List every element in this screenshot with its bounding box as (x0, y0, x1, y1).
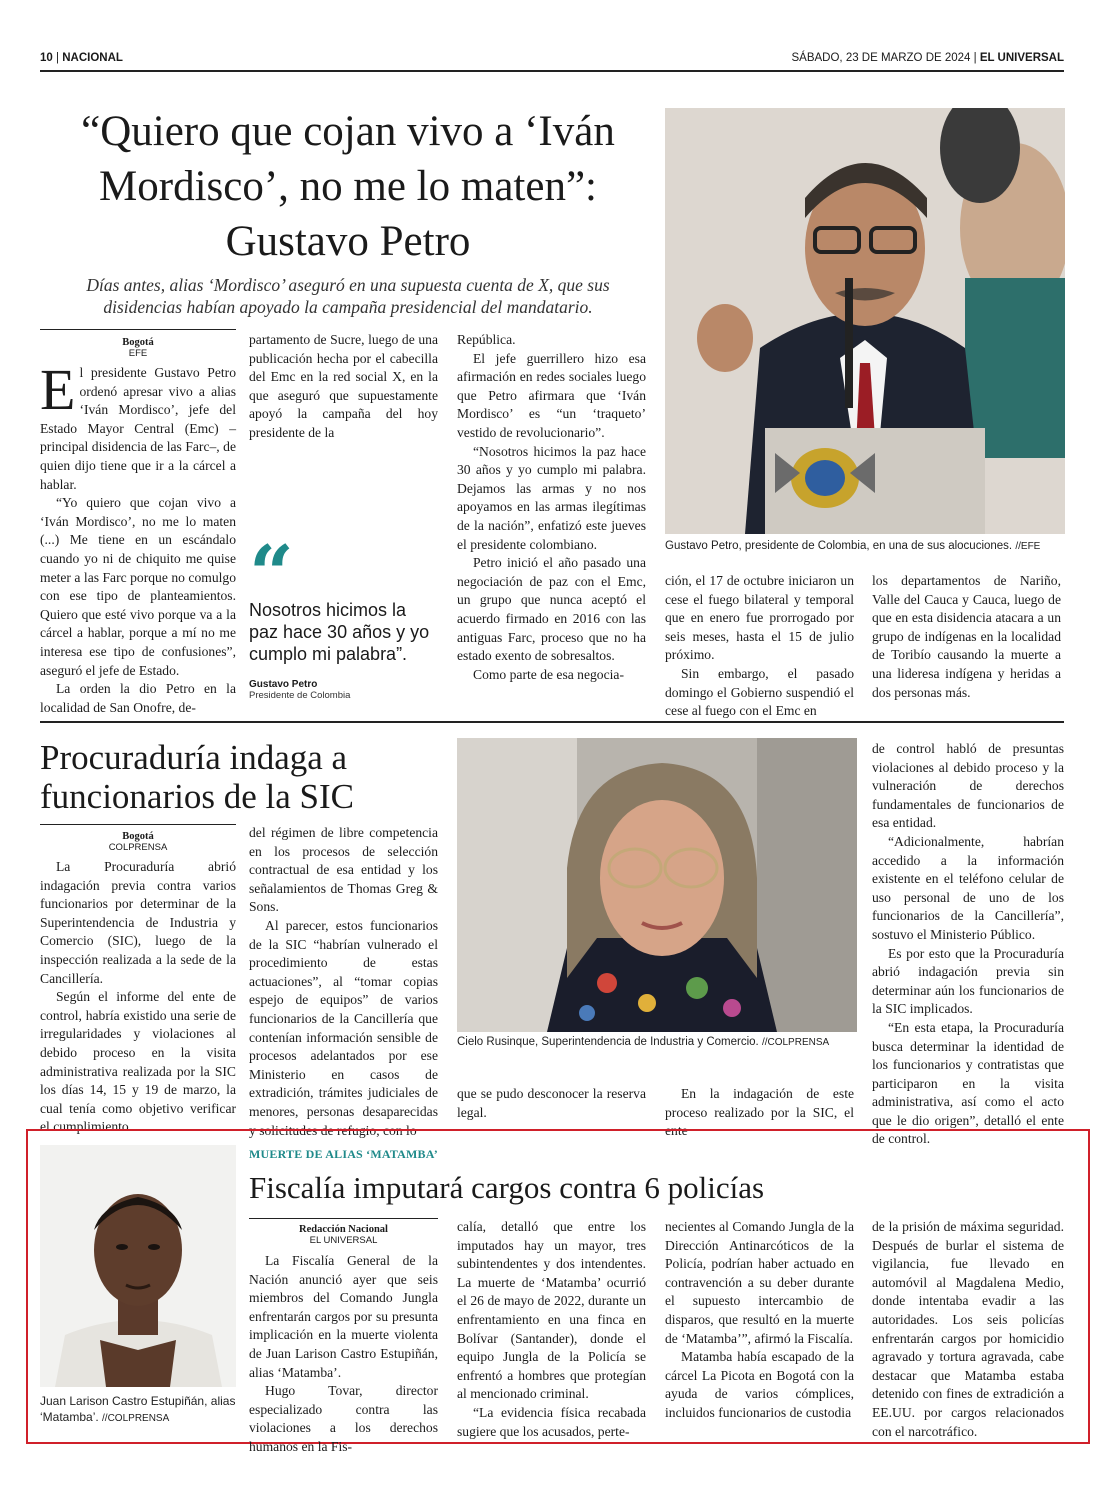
byline-place: Redacción Nacional (299, 1224, 388, 1235)
byline-place: Bogotá (122, 337, 154, 348)
paragraph: necientes al Comando Jungla de la Dirección Antinarcóticos de la Policía, podrían haber actuado en contravención a su deber durante el supuesto intercambio de disparos, que resultó en la muerte de ‘Matamba’”, afirmó la Fiscalía. (665, 1219, 854, 1346)
paragraph: Como parte de esa negocia- (473, 666, 624, 682)
article2-byline-rule (40, 824, 236, 825)
paragraph: “Adicionalmente, habrían accedido a la información existente en el teléfono celular de uso personal de uno de los funcionarios de la Cancillería”, sostuvo el Ministerio Público. (872, 833, 1064, 942)
header-rule (40, 70, 1064, 72)
paragraph: del régimen de libre competencia en los procesos de selección contractual de esa entidad y los señalamientos de Thomas Greg & Sons. (249, 825, 438, 915)
article3-col4 (872, 1218, 1064, 1441)
paragraph: “Nosotros hicimos la paz hace 30 años y yo cumplo mi palabra. Dejamos las armas y no nos apoyamos en las armas ilegítimas de la nación”, enfatizó este jueves el presidente colombiano. (457, 443, 646, 552)
matamba-photo-caption (40, 1393, 236, 1427)
rusinque-photo (457, 738, 857, 1032)
article1-byline-rule (40, 329, 236, 330)
paragraph: El jefe guerrillero hizo esa afirmación en redes sociales luego que Petro afirmara que ‘Iván Mordisco’ es “un ‘traqueto’ vestido de revolucionario”. (457, 350, 646, 440)
quote-author: Gustavo Petro (249, 679, 318, 690)
petro-photo (665, 108, 1065, 534)
paragraph: Según el informe del ente de control, habría existido una serie de irregularidades y violaciones al debido proceso en la visita administrativa realizada por la SIC los días 14, 15 y 19 de marzo, la cual tenía como objetivo verificar el cumplimiento (40, 989, 236, 1135)
caption-credit: //EFE (1015, 541, 1041, 552)
article1-deck: Días antes, alias ‘Mordisco’ aseguró en una supuesta cuenta de X, que sus disidencias habían apoyado la campaña presidencial del mandatario. (86, 275, 610, 317)
paragraph: calía, detalló que entre los imputados hay un mayor, tres subintendentes y dos intendentes. La muerte de ‘Matamba’ ocurrió el 26 de mayo de 2022, durante un enfrentamiento en una finca en Bolívar (Santander), donde el equipo Jungla de la Policía se enfrentó a hombres que protegían al mencionado criminal. (457, 1219, 646, 1402)
petro-photo-caption (665, 539, 1065, 554)
paragraph: ción, el 17 de octubre iniciaron un cese el fuego bilateral y temporal que en enero fue prorrogado por seis meses, hasta el 15 de julio próximo. (665, 573, 854, 663)
matamba-photo-art (40, 1145, 236, 1387)
paragraph: “Yo quiero que cojan vivo a ‘Iván Mordisco’, no me lo maten (...) Me tiene en un escándalo cuando yo ni de chiquito me quise meter a las Farc porque no comulgo con ese tipo de planteamientos. Quiero que esté vivo porque va a la cárcel a hablar, porque a mí no me interesa ese tipo de confusiones”, aseguró el jefe de Estado. (40, 495, 236, 678)
article2-col2 (249, 824, 438, 1140)
page-header: 10 | NACIONAL SÁBADO, 23 DE MARZO DE 2024 | EL UNIVERSAL (40, 52, 1064, 64)
article3-col2 (457, 1218, 646, 1441)
paragraph: “La evidencia física recabada sugiere que los acusados, perte- (457, 1404, 646, 1439)
issue-date: SÁBADO, 23 DE MARZO DE 2024 (791, 52, 971, 64)
petro-photo-art (665, 108, 1065, 534)
paragraph: Al parecer, estos funcionarios de la SIC “habrían vulnerado el procedimiento de estas actuaciones”, al “tomar copias espejo de equipos” de varios funcionarios de la Cancillería que contenían información sensible de procesos adelantados por ese Ministerio en casos de extradición, trámites judiciales de menores, personas desaparecidas y solicitudes de refugio, con lo (249, 917, 438, 1138)
section-name: NACIONAL (62, 52, 123, 64)
paragraph: La orden la dio Petro en la localidad de San Onofre, de- (40, 681, 236, 715)
paragraph: Sin embargo, el pasado domingo el Gobierno suspendió el cese al fuego con el Emc en (665, 665, 854, 719)
article3-col1 (249, 1252, 438, 1457)
article2-col1 (40, 858, 236, 1137)
paragraph: Es por esto que la Procuraduría abrió indagación previa sin determinar aún los funcionarios de la SIC implicados. (872, 945, 1064, 1017)
paragraph: Matamba había escapado de la cárcel La Picota en Bogotá con la ayuda de varios cómplices, incluidos funcionarios de custodia (665, 1349, 854, 1420)
article1-byline (40, 337, 236, 359)
article1-col4 (665, 572, 854, 721)
page-number: 10 (40, 52, 53, 64)
article1-col1 (40, 357, 236, 717)
byline-agency: COLPRENSA (108, 842, 168, 853)
paragraph: de la prisión de máxima seguridad. Después de burlar el sistema de vigilancia, fue llevado en automóvil al Magdalena Medio, donde intentaba evadir a las autoridades. Los seis policías enfrentarán cargos por homicidio agravado y tortura agravada, cabe destacar que Matamba estaba detenido con fines de extradición a EE.UU. por cargos relacionados con el narcotráfico. (872, 1219, 1064, 1439)
paragraph: La Fiscalía General de la Nación anunció ayer que seis miembros del Comando Jungla enfrentarán cargos por su presunta implicación en la muerte violenta de Juan Larison Castro Estupiñán, alias ‘Matamba’. (249, 1253, 438, 1380)
quote-role: Presidente de Colombia (249, 690, 351, 701)
caption-credit: //COLPRENSA (761, 1037, 830, 1048)
pull-quote (249, 529, 439, 701)
dropcap: E (40, 357, 76, 422)
paper-name: EL UNIVERSAL (979, 52, 1064, 64)
paragraph: En la indagación de este proceso realizado por la SIC, el ente (665, 1086, 854, 1139)
matamba-photo (40, 1145, 236, 1387)
paragraph: partamento de Sucre, luego de una publicación hecha por el cabecilla del Emc en la red social X, en la que aseguró que supuestamente apoyó la campaña del hoy presidente de la (249, 332, 438, 440)
article2-headline: Procuraduría indaga a funcionarios de la SIC (40, 738, 354, 816)
caption-credit: //COLPRENSA (102, 1413, 170, 1424)
article1-col3 (457, 331, 646, 684)
article1-headline: “Quiero que cojan vivo a ‘Iván Mordisco’, no me lo maten”: Gustavo Petro (81, 108, 615, 265)
quote-mark-icon: “ (249, 529, 294, 620)
paragraph: que se pudo desconocer la reserva legal. (457, 1086, 646, 1120)
article2-byline (40, 831, 236, 853)
article3-col3 (665, 1218, 854, 1423)
paragraph: República. (457, 332, 516, 347)
paragraph: La Procuraduría abrió indagación previa contra varios funcionarios por determinar de la Superintendencia de Industria y Comercio (SIC), luego de la inspección realizada a la sede de la Cancillería. (40, 859, 236, 986)
article2-col5 (872, 740, 1064, 1149)
rusinque-photo-caption (457, 1035, 857, 1050)
byline-agency: EFE (128, 348, 148, 359)
paragraph: l presidente Gustavo Petro ordenó apresar vivo a alias ‘Iván Mordisco’, jefe del Estado Mayor Central (Emc) –principal disidencia de las Farc–, de quien dijo tiene que ir a la cárcel a hablar. (40, 365, 236, 492)
caption-text: Cielo Rusinque, Superintendencia de Industria y Comercio. (457, 1036, 759, 1048)
paragraph: Petro inició el año pasado una negociación de paz con el Emc, un grupo que nunca aceptó el acuerdo firmado en 2016 con las antiguas Farc, proceso que no ha estado exento de sobresaltos. (457, 555, 646, 664)
rusinque-photo-art (457, 738, 857, 1032)
article2-col3 (457, 1085, 646, 1122)
byline-agency: EL UNIVERSAL (309, 1235, 378, 1246)
quote-text: Nosotros hicimos la paz hace 30 años y yo cumplo mi palabra”. (249, 600, 430, 664)
article3-byline (249, 1224, 438, 1246)
article1-col5 (872, 572, 1061, 702)
byline-place: Bogotá (122, 831, 154, 842)
article1-col2 (249, 331, 438, 443)
paragraph: Hugo Tovar, director especializado contra las violaciones a los derechos humanos en la Fis- (249, 1383, 438, 1454)
paragraph: los departamentos de Nariño, Valle del Cauca y Cauca, luego de que en esta disidencia atacara a un grupo de indígenas en la localidad de Toribío causando la muerte a una lideresa indígena y heridas a dos personas más. (872, 573, 1061, 700)
section-divider (40, 721, 1064, 723)
article3-byline-rule (249, 1218, 438, 1219)
article3-headline: Fiscalía imputará cargos contra 6 policías (249, 1170, 765, 1205)
caption-text: Juan Larison Castro Estupiñán, alias ‘Matamba’. (40, 1394, 236, 1424)
paragraph: de control habló de presuntas violaciones al debido proceso y la vulneración de derechos fundamentales de funcionarios de esa entidad. (872, 741, 1064, 831)
article3-kicker: MUERTE DE ALIAS ‘MATAMBA’ (249, 1147, 438, 1161)
caption-text: Gustavo Petro, presidente de Colombia, en una de sus alocuciones. (665, 540, 1013, 552)
paragraph: “En esta etapa, la Procuraduría busca determinar la identidad de los funcionarios y contratistas que participaron en la visita administrativa, así como el acto que le dio origen”, detalló el ente de control. (872, 1019, 1064, 1147)
